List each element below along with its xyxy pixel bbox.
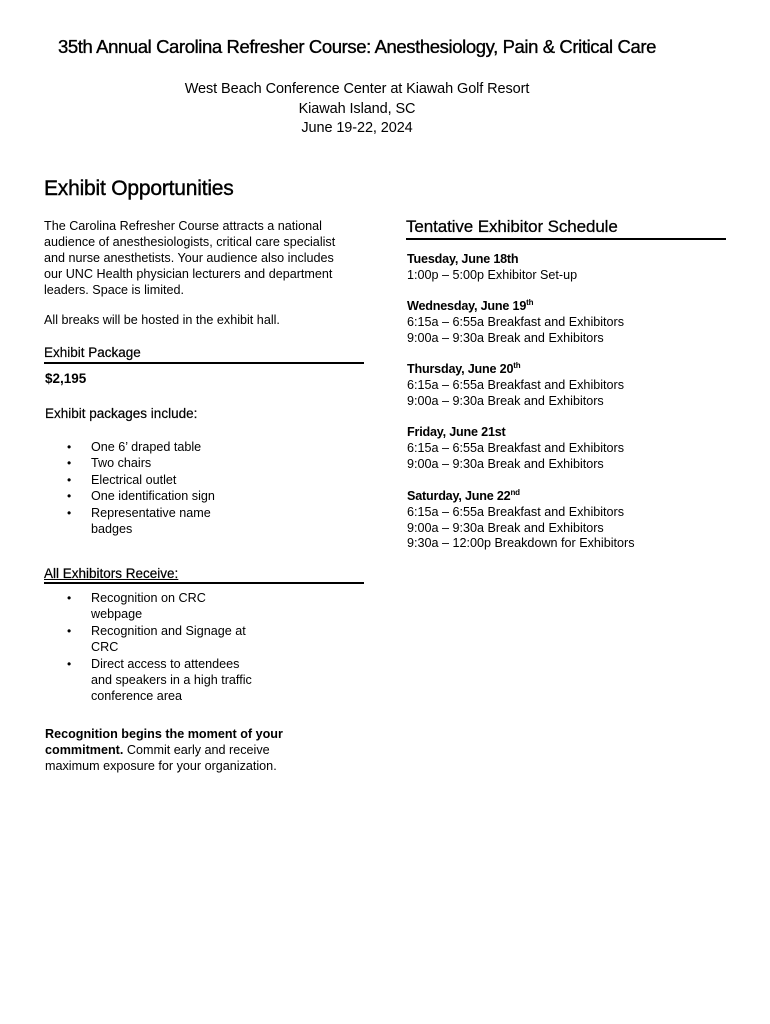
schedule-day-saturday: [407, 489, 727, 552]
list-item: • Recognition and Signage at CRC: [45, 623, 257, 656]
day-name: Wednesday, June 19th: [407, 297, 534, 313]
closing-note: [45, 726, 295, 774]
list-item: • Recognition on CRC webpage: [45, 590, 257, 623]
day-name: Friday, June 21st: [407, 425, 506, 439]
document-title: 35th Annual Carolina Refresher Course: Anesthesiology, Pain & Critical Care: [58, 36, 656, 57]
day-name: Thursday, June 20th: [407, 360, 521, 376]
includes-list: [45, 439, 265, 537]
all-exhibitors-receive-heading: All Exhibitors Receive:: [44, 566, 364, 584]
list-item: • Electrical outlet: [45, 472, 219, 488]
exhibit-opportunities-heading: Exhibit Opportunities: [44, 177, 234, 200]
venue-name: West Beach Conference Center at Kiawah Golf Resort: [184, 81, 530, 97]
schedule-item: 6:15a – 6:55a Breakfast and Exhibitors: [407, 504, 625, 519]
includes-heading: Exhibit packages include:: [45, 406, 198, 421]
receive-list: [45, 590, 275, 705]
venue-block: [0, 80, 714, 139]
event-dates: June 19-22, 2024: [301, 120, 413, 136]
day-name: Saturday, June 22nd: [407, 487, 520, 503]
schedule-item: 6:15a – 6:55a Breakfast and Exhibitors: [407, 377, 625, 392]
schedule-item: 1:00p – 5:00p Exhibitor Set-up: [407, 267, 578, 282]
venue-location: Kiawah Island, SC: [298, 100, 416, 117]
exhibit-package-heading: Exhibit Package: [44, 345, 364, 364]
schedule-item: 6:15a – 6:55a Breakfast and Exhibitors: [407, 314, 625, 329]
intro-paragraph: The Carolina Refresher Course attracts a national audience of anesthesiologists, critical care specialist and nurse anesthetists. Your audience also includes our UNC Health physician lecturers and department leaders. Space is limited.: [44, 219, 336, 297]
day-name: Tuesday, June 18th: [407, 252, 519, 266]
breaks-note: All breaks will be hosted in the exhibit hall.: [44, 313, 280, 327]
schedule-item: 9:00a – 9:30a Break and Exhibitors: [407, 520, 604, 535]
schedule-day-friday: [407, 425, 727, 472]
schedule-item: 9:30a – 12:00p Breakdown for Exhibitors: [407, 536, 635, 551]
closing-text: Commit early and receive maximum exposure for your organization.: [45, 743, 277, 773]
list-item: • One 6’ draped table: [45, 439, 219, 455]
schedule-item: 6:15a – 6:55a Breakfast and Exhibitors: [407, 440, 625, 455]
schedule-day-thursday: [407, 362, 727, 409]
schedule-item: 9:00a – 9:30a Break and Exhibitors: [407, 456, 604, 471]
list-item: • Two chairs: [45, 455, 219, 471]
schedule-day-tuesday: [407, 252, 727, 284]
closing-emphasis: Recognition begins the moment of your commitment.: [45, 727, 283, 757]
schedule-heading: Tentative Exhibitor Schedule: [406, 217, 726, 240]
schedule-day-wednesday: [407, 299, 727, 346]
list-item: • Representative name badges: [45, 505, 219, 538]
package-price: $2,195: [45, 371, 87, 386]
list-item: • Direct access to attendees and speakers in a high traffic conference area: [45, 656, 257, 705]
list-item: • One identification sign: [45, 488, 219, 504]
schedule-item: 9:00a – 9:30a Break and Exhibitors: [407, 393, 604, 408]
schedule-item: 9:00a – 9:30a Break and Exhibitors: [407, 330, 604, 345]
